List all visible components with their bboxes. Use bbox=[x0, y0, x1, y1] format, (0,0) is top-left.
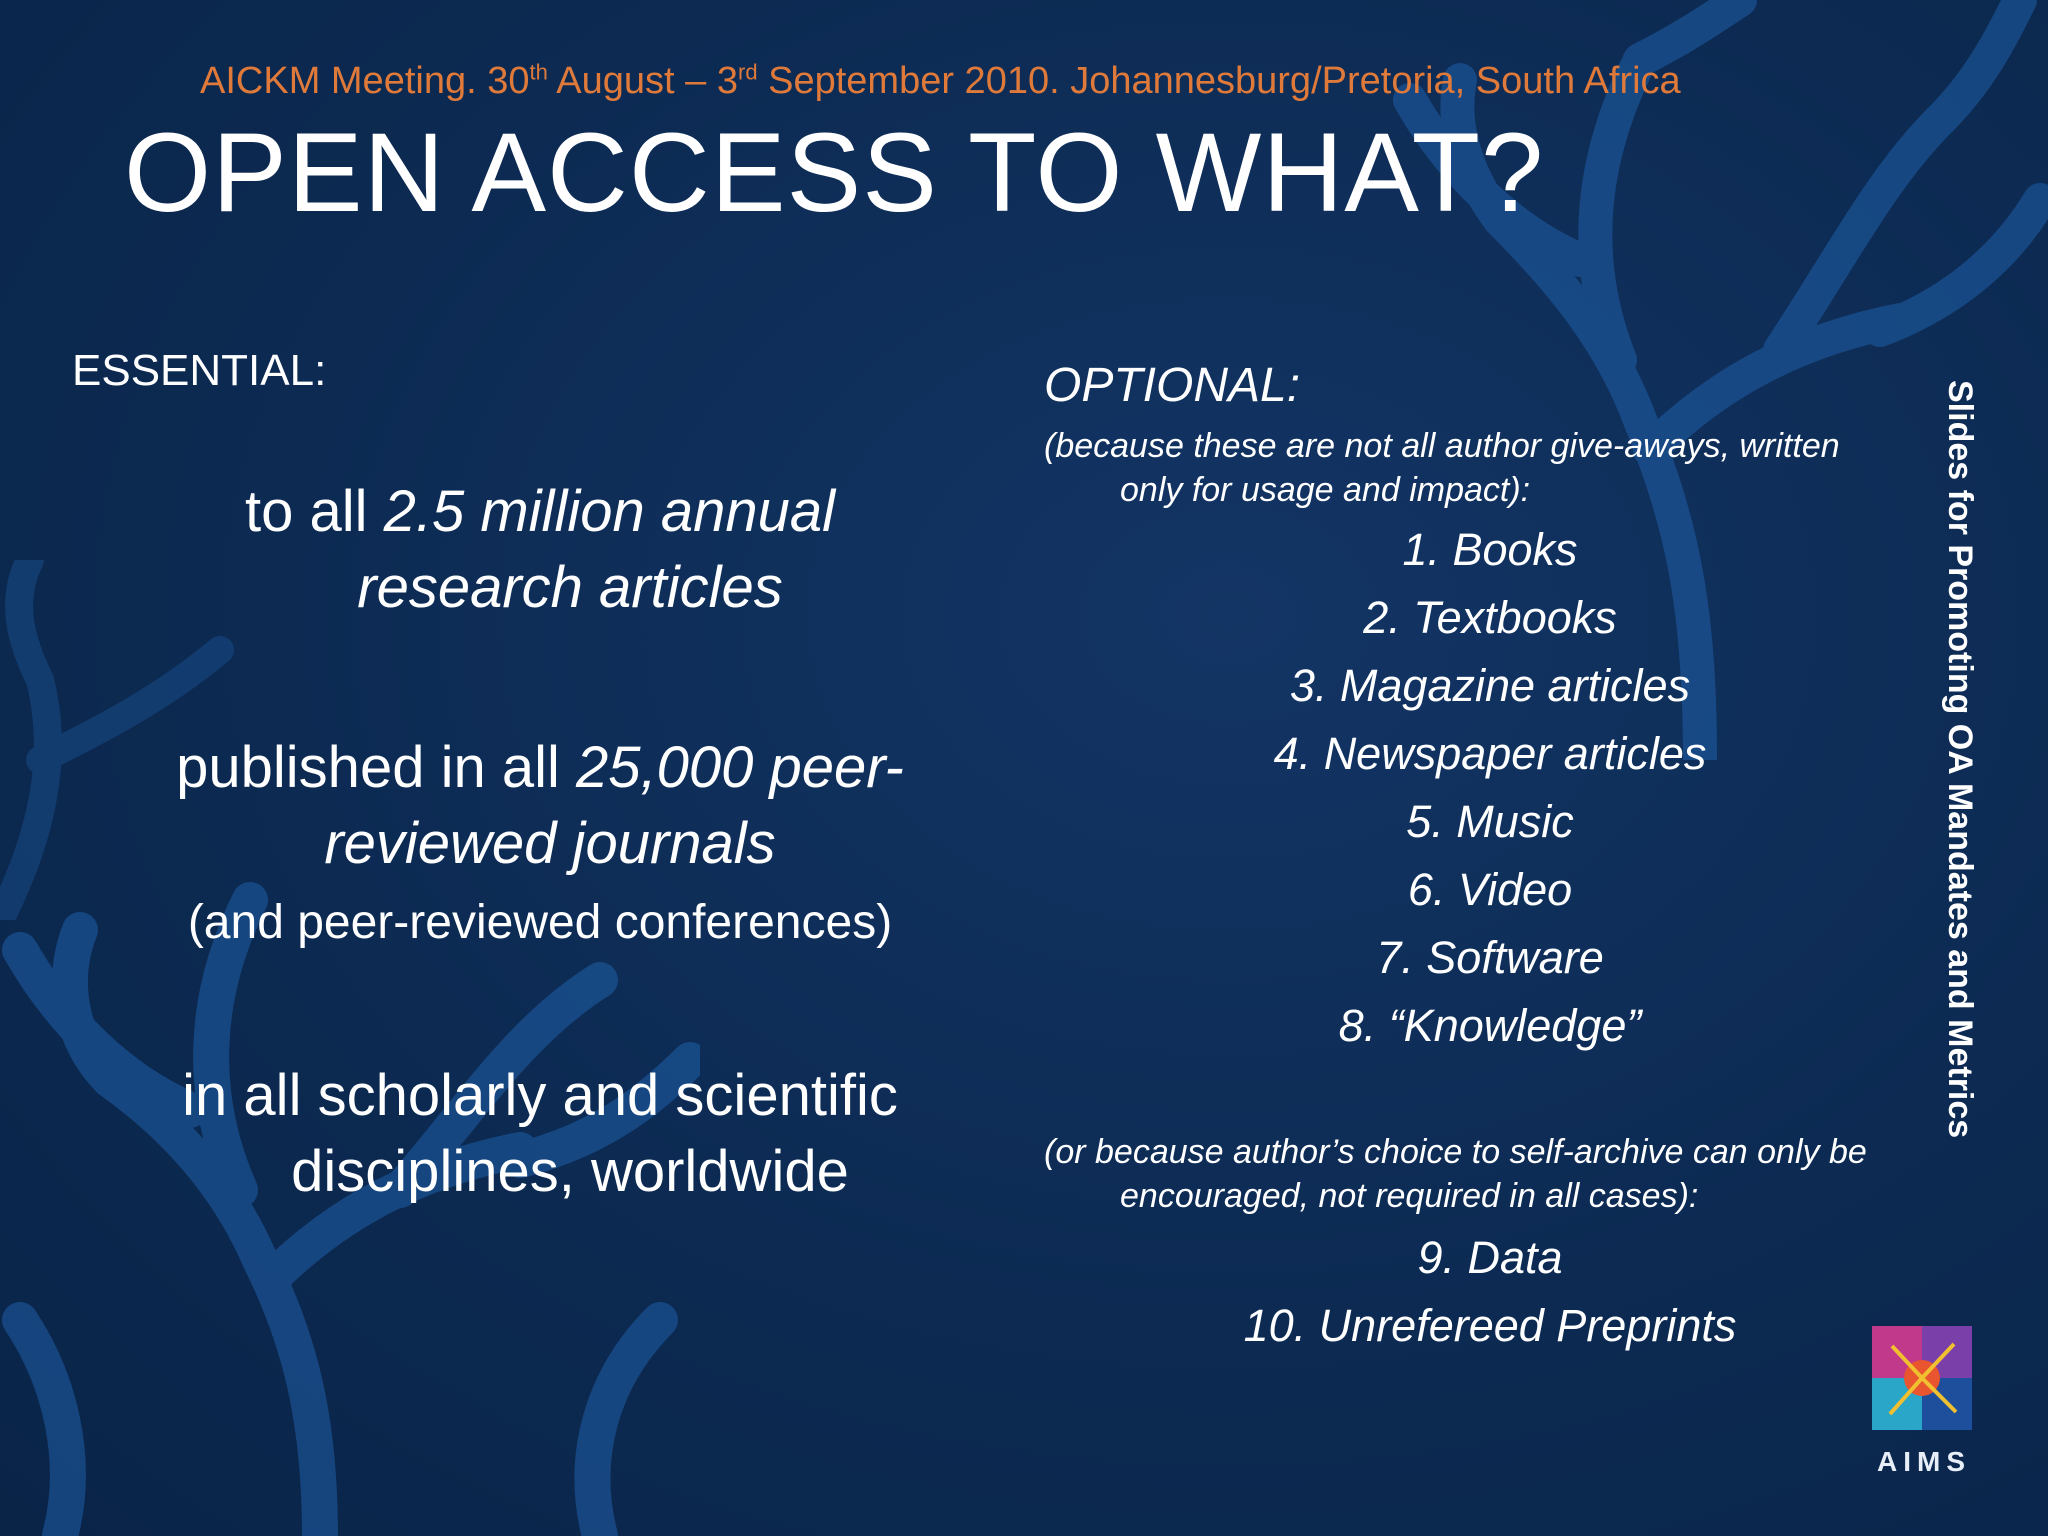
list-item: 4. Newspaper articles bbox=[1273, 728, 1707, 779]
optional-note2-line1: (or because author’s choice to self-archive can only be bbox=[1044, 1133, 1867, 1171]
optional-note2-line2: encouraged, not required in all cases): bbox=[1120, 1177, 1699, 1215]
optional-note1-line1: (because these are not all author give-aways, written bbox=[1044, 427, 1840, 465]
header-part3: September 2010. Johannesburg/Pretoria, South Africa bbox=[757, 60, 1681, 102]
optional-note-1 bbox=[1044, 424, 1944, 512]
optional-note1-line2: only for usage and impact): bbox=[1120, 471, 1531, 509]
list-item: 10. Unrefereed Preprints bbox=[1243, 1300, 1737, 1351]
list-item: 9. Data bbox=[1417, 1232, 1563, 1283]
essential-item2-italic: 25,000 peer- bbox=[575, 735, 904, 800]
meeting-header bbox=[200, 60, 1840, 103]
essential-item-articles bbox=[60, 474, 1020, 626]
optional-list-2 bbox=[1040, 1224, 1940, 1360]
header-part1: AICKM Meeting. 30 bbox=[200, 60, 530, 102]
header-sup1: th bbox=[529, 59, 548, 85]
essential-label: ESSENTIAL: bbox=[72, 346, 327, 395]
list-item: 8. “Knowledge” bbox=[1338, 1000, 1642, 1051]
essential-item1-line2: research articles bbox=[357, 555, 783, 620]
essential-item2-line2: reviewed journals bbox=[324, 811, 776, 876]
header-part2: August – 3 bbox=[547, 60, 738, 102]
essential-item-journals bbox=[60, 730, 1020, 882]
list-item: 1. Books bbox=[1402, 524, 1578, 575]
aims-logo-icon bbox=[1872, 1326, 1972, 1430]
essential-item2-sub: (and peer-reviewed conferences) bbox=[187, 896, 893, 949]
aims-logo-text: AIMS bbox=[1877, 1446, 1971, 1477]
list-item: 5. Music bbox=[1406, 796, 1574, 847]
essential-item3-line2: disciplines, worldwide bbox=[291, 1139, 849, 1204]
essential-item3-line1: in all scholarly and scientific bbox=[182, 1063, 898, 1128]
list-item: 2. Textbooks bbox=[1363, 592, 1617, 643]
slide-title: OPEN ACCESS TO WHAT? bbox=[124, 110, 1545, 235]
list-item: 7. Software bbox=[1376, 932, 1604, 983]
optional-note-2 bbox=[1044, 1130, 1944, 1218]
sidebar-caption: Slides for Promoting OA Mandates and Metrics bbox=[1941, 380, 1979, 1139]
header-sup2: rd bbox=[738, 59, 758, 85]
essential-item1-prefix: to all bbox=[244, 479, 384, 544]
optional-label: OPTIONAL: bbox=[1044, 359, 1301, 412]
essential-item2-prefix: published in all bbox=[176, 735, 576, 800]
essential-item-disciplines bbox=[60, 1058, 1020, 1210]
list-item: 6. Video bbox=[1407, 864, 1573, 915]
essential-item1-italic: 2.5 million annual bbox=[383, 479, 836, 544]
list-item: 3. Magazine articles bbox=[1289, 660, 1691, 711]
optional-list bbox=[1040, 516, 1940, 1060]
